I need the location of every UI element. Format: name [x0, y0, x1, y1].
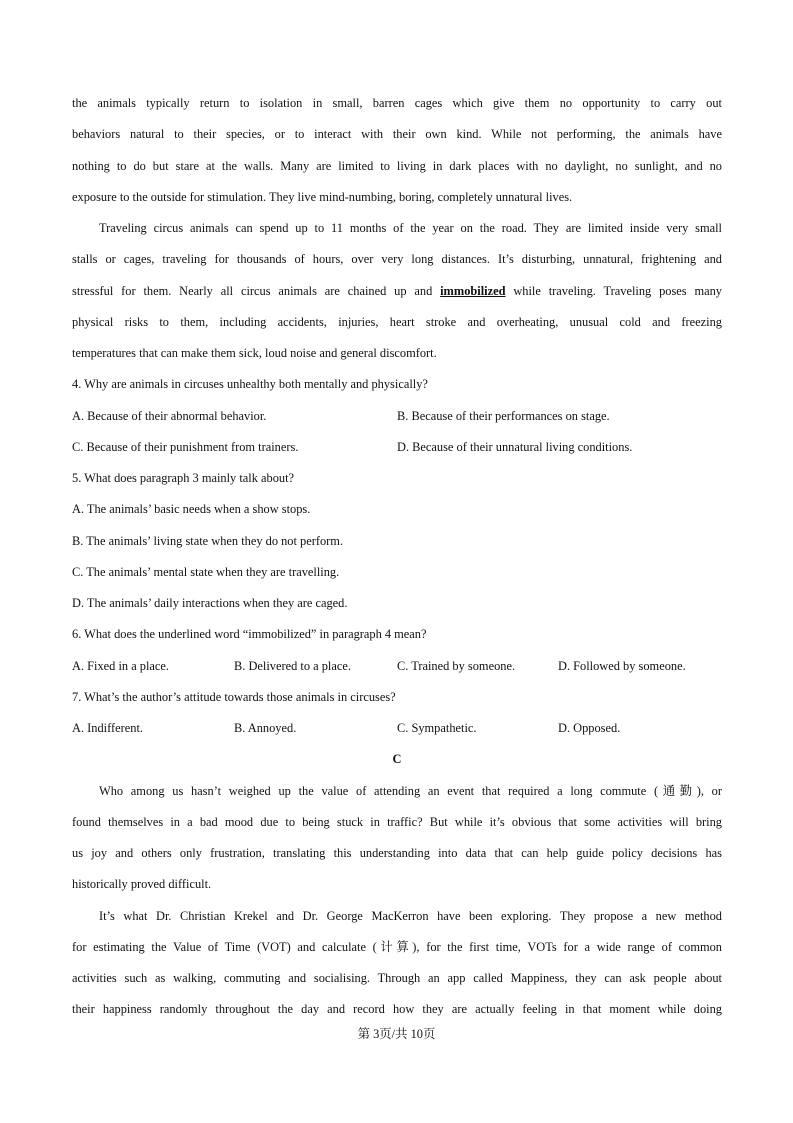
option-d: D. The animals’ daily interactions when they are caged. — [72, 596, 348, 610]
page-content — [72, 88, 722, 1026]
option-b: B. Because of their performances on stage. — [397, 408, 610, 423]
options-row — [72, 432, 722, 463]
question-6 — [72, 619, 722, 682]
option-a: A. Fixed in a place. — [72, 658, 170, 673]
text-line: behaviors natural to their species, or to interact with their own kind. While not performing, the animals have — [72, 127, 722, 142]
text-span: stressful for them. Nearly all circus animals are chained up and — [72, 283, 441, 298]
option-c: C. Trained by someone. — [397, 658, 516, 673]
option-c: C. Because of their punishment from trainers. — [72, 439, 299, 454]
text-line: found themselves in a bad mood due to being stuck in traffic? But while it’s obvious that some activities will bring — [72, 814, 722, 829]
paragraph-4 — [72, 213, 722, 369]
text-line: historically proved difficult. — [72, 877, 212, 892]
text-line: physical risks to them, including accidents, injuries, heart stroke and overheating, unusual cold and freezing — [72, 314, 722, 329]
option-b: B. Annoyed. — [234, 721, 297, 735]
section-heading: C — [392, 752, 402, 767]
option-d: D. Opposed. — [558, 721, 621, 735]
option-d: D. Because of their unnatural living conditions. — [397, 439, 633, 454]
text-line: It’s what Dr. Christian Krekel and Dr. George MacKerron have been exploring. They propose a new method — [99, 908, 722, 923]
question-stem: 5. What does paragraph 3 mainly talk about? — [72, 471, 295, 485]
question-4 — [72, 369, 722, 463]
text-line: Traveling circus animals can spend up to 11 months of the year on the road. They are limited inside very small — [99, 221, 722, 235]
option-a: A. Indifferent. — [72, 721, 143, 735]
text-line: the animals typically return to isolation in small, barren cages which give them no opportunity to carry out — [72, 96, 722, 110]
option-b: B. Delivered to a place. — [234, 658, 351, 673]
text-line: us joy and others only frustration, translating this understanding into data that can help guide policy decisions has — [72, 846, 722, 860]
option-a: A. Because of their abnormal behavior. — [72, 408, 267, 423]
paragraph-3-continued — [72, 88, 722, 213]
option-d: D. Followed by someone. — [558, 658, 686, 673]
page-number: 第 3页/共 10页 — [357, 1027, 436, 1041]
option-c: C. The animals’ mental state when they are travelling. — [72, 564, 340, 579]
question-5 — [72, 463, 722, 619]
question-stem: 6. What does the underlined word “immobilized” in paragraph 4 mean? — [72, 627, 427, 642]
options-row — [72, 651, 722, 682]
passage-c — [72, 776, 722, 1026]
question-stem: 7. What’s the author’s attitude towards those animals in circuses? — [72, 689, 396, 704]
question-7 — [72, 682, 722, 745]
text-line: stalls or cages, traveling for thousands of hours, over very long distances. It’s disturbing, unnatural, frightening and — [72, 252, 722, 267]
text-line: their happiness randomly throughout the day and record how they are actually feeling in that moment while doing — [72, 1002, 722, 1017]
text-line: exposure to the outside for stimulation. They live mind-numbing, boring, completely unnatural lives. — [72, 189, 573, 204]
underlined-word: immobilized — [440, 283, 506, 298]
text-line: activities such as walking, commuting and socialising. Through an app called Mappiness, they can ask people about — [72, 971, 722, 985]
text-line: temperatures that can make them sick, loud noise and general discomfort. — [72, 346, 437, 360]
option-c: C. Sympathetic. — [397, 721, 477, 735]
text-line: for estimating the Value of Time (VOT) and calculate (计算), for the first time, VOTs for a wide range of common — [72, 939, 722, 954]
text-line: nothing to do but stare at the walls. Many are limited to living in dark places with no daylight, no sunlight, and no — [72, 158, 722, 173]
options-row — [72, 713, 722, 744]
question-stem: 4. Why are animals in circuses unhealthy both mentally and physically? — [72, 377, 428, 392]
text-line: Who among us hasn’t weighed up the value of attending an event that required a long commute (通勤), or — [99, 783, 722, 798]
text-line — [72, 276, 722, 307]
options-row — [72, 401, 722, 432]
option-a: A. The animals’ basic needs when a show stops. — [72, 502, 311, 517]
text-span: while traveling. Traveling poses many — [505, 283, 722, 298]
option-b: B. The animals’ living state when they do not perform. — [72, 533, 344, 548]
